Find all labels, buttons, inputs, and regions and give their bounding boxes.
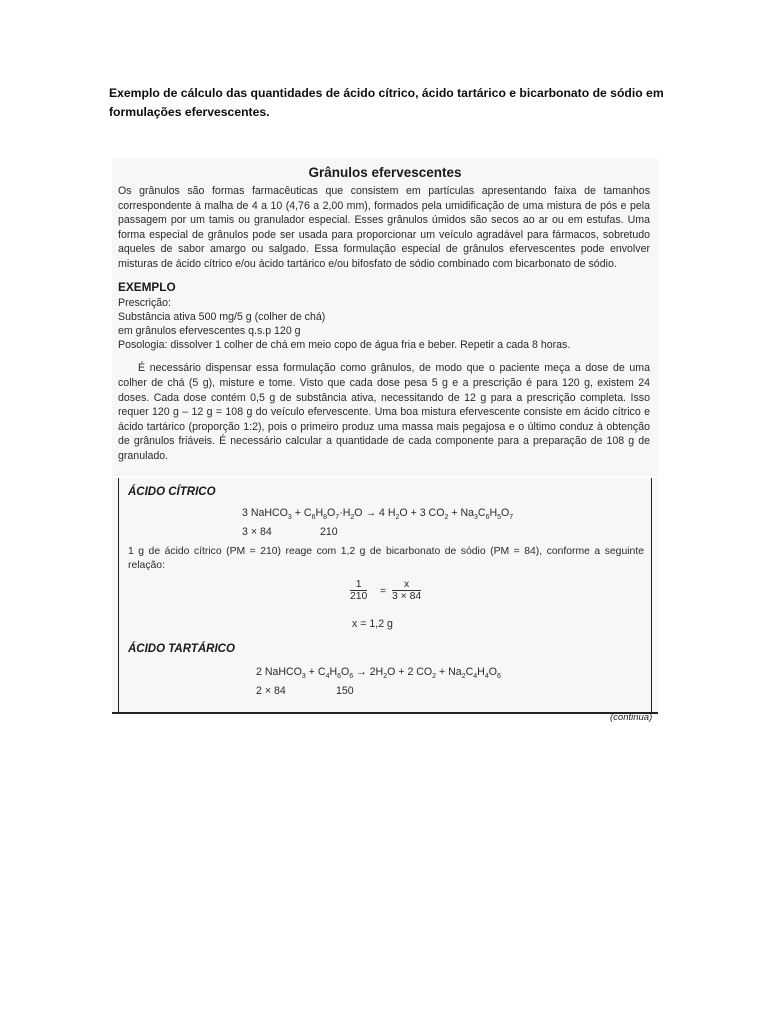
example-title: EXEMPLO (118, 279, 176, 294)
tartaric-equation: 2 NaHCO$_3$ + $C_4H_6O_6 \to 2H_2O + 2$ $CO_2 + Na_2C_4H_4O_6$ (256, 666, 501, 681)
fraction-x-over-3x84: $\frac{x}{3 \times 84}$ (392, 579, 422, 603)
tartaric-mass-acid: 150 (336, 685, 354, 698)
citric-acid-title: ÁCIDO CÍTRICO (128, 486, 216, 498)
explanation-paragraph: É necessário dispensar essa formulação como grânulos, de modo que o paciente meça a dose de uma colher de chá (5 g), misture e tome. Visto que cada dose pesa 5 g e a prescrição é para 120 g, existem 24 doses. Cada dose contém 0,5 g de substância ativa, necessitando de 12 g para a prescrição completa. Isso requer 120 g – 12 g = 108 g do veículo efervescente. Uma boa mistura efervescente consiste em ácido cítrico e ácido tartárico (proporção 1:2), pois o primeiro produz uma massa mais pegajosa e o último conduz à obtenção de grânulos friáveis. É necessário calcular a quantidade de cada componente para a preparação de 108 g de granulado. (118, 362, 650, 462)
citric-result: x = 1,2 g (352, 618, 393, 631)
citric-equation: 3 NaHCO$_3$ + $C_6H_8O_7\cdot H_2O \to 4$ $H_2O + 3$ $CO_2 + Na_3C_6H_5O_7$ (242, 507, 514, 522)
intro-paragraph: Os grânulos são formas farmacêuticas que consistem em partículas apresentando faixa de tamanhos correspondente à malha de 4 a 10 (4,76 a 2,00 mm), formados pela umidificação de uma mistura de pós e pela passagem por um tamis ou granulador especial. Esses grânulos úmidos são secos ao ar ou em estufas. Uma forma especial de grânulos pode ser usada para proporcionar um veículo agradável para fármacos, sobretudo aqueles de sabor amargo ou salgado. Essa formulação especial de grânulos efervescentes pode envolver misturas de ácido cítrico e/ou ácido tartárico e/ou bifosfato de sódio combinado com bicarbonato de sódio. (118, 185, 650, 270)
prescription-line: em grânulos efervescentes q.s.p 120 g (118, 324, 301, 337)
tartaric-acid-title: ÁCIDO TARTÁRICO (128, 643, 235, 656)
tartaric-masses (256, 684, 658, 698)
prescription-line: Posologia: dissolver 1 colher de chá em meio copo de água fria e beber. Repetir a cada 8 horas. (118, 339, 571, 352)
scanned-textbook-excerpt-bottom (112, 478, 658, 714)
document-heading: Exemplo de cálculo das quantidades de ácido cítrico, ácido tartárico e bicarbonato de sódio em formulações efervescentes. (109, 86, 664, 119)
prescription-line: Substância ativa 500 mg/5 g (colher de chá) (118, 310, 326, 323)
fraction-one-over-210: $\frac{1}{210}$ (350, 579, 368, 603)
citric-masses (242, 525, 658, 539)
citric-proportion (112, 573, 658, 623)
citric-relation-text: 1 g de ácido cítrico (PM = 210) reage com 1,2 g de bicarbonato de sódio (PM = 84), conforme a seguinte relação: (128, 546, 644, 572)
citric-mass-bicarbonate: 3 × 84 (242, 526, 272, 539)
box-title: Grânulos efervescentes (308, 165, 462, 180)
prescription-line: Prescrição: (118, 296, 171, 309)
equals-sign: = (380, 586, 387, 598)
tartaric-mass-bicarbonate: 2 × 84 (256, 685, 286, 698)
scanned-textbook-excerpt-top (112, 158, 658, 476)
citric-mass-acid: 210 (320, 526, 338, 539)
continued-note: (continua) (610, 712, 653, 723)
